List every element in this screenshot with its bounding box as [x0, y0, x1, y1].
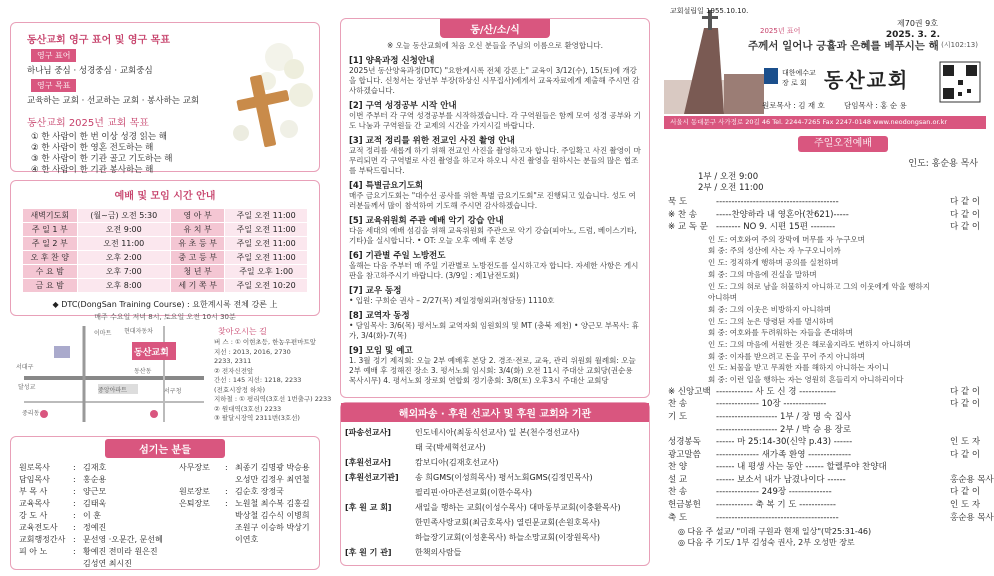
staff-cell: 원로장로 [179, 486, 210, 496]
staff-cell: : [73, 474, 76, 484]
news-text: 올해는 다음 주부터 매 주일 기관별로 노방전도를 실시하고자 합니다. 자세한 사항은 게시판을 참고하주시기 바랍니다. (3/9일 : 제1남전도회) [349, 261, 639, 280]
service-title: 주일오전예배 [798, 136, 888, 152]
panel-left [4, 4, 332, 572]
worship-cell: 수 요 밤 [23, 265, 78, 279]
goal-item: ① 한 사람이 한 번 이상 성경 읽는 해 [31, 132, 167, 142]
news-heading: [8] 교역자 동정 [349, 311, 410, 321]
news-text: 2025년 동산양육과정(DTC) "요한계시록 전체 강론上" 교육이 3/12(수), 15(토)에 개강을 합니다. 신청서는 장년부 부장(하상신 시무집사)에게서 교육자료에게 제출해 주시면 감사하겠습니다. [349, 66, 640, 95]
church-photo [664, 10, 764, 114]
staff-row [19, 497, 312, 509]
staff-cell: 김태욱 [83, 498, 107, 508]
staff-cell: : [73, 486, 76, 496]
order-label: 묵 도 [668, 197, 688, 207]
denomination-1: 대한예수교 [782, 69, 816, 77]
order-row [664, 474, 994, 487]
news-heading: [4] 특별금요기도회 [349, 181, 424, 191]
news-items [349, 54, 641, 386]
map-church-label: 동산교회 [134, 348, 169, 358]
order-label: 찬 양 [668, 462, 688, 473]
direction-line: ② 전자신전앞 [214, 366, 254, 375]
direction-line: 간선 : 145 지선: 1218, 2233 [214, 376, 302, 384]
order-detail: -------------- 10장 -------------- [716, 399, 827, 410]
staff-cell: 사무장로 [179, 462, 210, 472]
mission-value: 한민족사랑교회(최금호목사) 열린문교회(손원호목사) [415, 518, 601, 527]
goal-item: ③ 한 사람이 한 기관 골고 기도하는 해 [31, 154, 173, 164]
goal-item: ④ 한 사람이 한 기관 봉사하는 해 [31, 165, 154, 175]
order-detail: ---------------------------------------- [716, 512, 839, 523]
news-title: 동/산/소/식 [440, 19, 550, 38]
staff-cell: : [73, 498, 76, 508]
order-detail: ------ 보소서 내가 남겼나이다 ------ [716, 474, 846, 485]
news-text: • 입원: 구희순 권사 – 2/27(목) 제일정형외과(청담동) 1110호 [349, 296, 555, 305]
news-heading: [1] 양육과정 신청안내 [349, 56, 435, 66]
mission-value: 인도네시아(최동식선교사) 일 본(천수경선교사) [415, 428, 580, 437]
order-detail: -------- NO 9. 시편 15편 -------- [716, 222, 836, 233]
staff-cell [225, 509, 235, 521]
mission-value: 새일을 행하는 교회(이성수목사) 대마동부교회(이충환목사) [415, 503, 621, 512]
direction-line: 지하철 : ① 평리역(3호선 1번출구) 2233 [214, 395, 332, 403]
worship-cell: 주일 오후 1:00 [225, 265, 308, 279]
order-label: 광고말씀 [668, 449, 701, 460]
order-row [664, 461, 986, 474]
staff-cell: 오성만 김정우 최연철 [235, 474, 310, 484]
order-label: 찬 송 [668, 399, 688, 410]
map-label: 중리동 [22, 410, 40, 417]
order-row [664, 386, 986, 399]
mission-row [341, 425, 625, 440]
motto-text: 하나님 중심 · 성경중심 · 교회중심 [27, 66, 153, 76]
staff-cell [225, 533, 235, 545]
issue-number: 제70권 9호 [897, 19, 938, 28]
mission-value: 필리핀·아마존선교회(이한수목사) [415, 488, 532, 497]
mission-value: 송 희GMS(이성희목사) 평서노회GMS(김정민목사) [415, 473, 593, 482]
service-times [698, 172, 764, 194]
order-leader: 다 같 이 [950, 487, 981, 498]
order-row [664, 486, 986, 499]
order-detail: -------------- 249장 -------------- [716, 487, 832, 498]
elder-pastor: 원로목사 : 김 재 호 [762, 101, 825, 110]
map-section [14, 322, 332, 428]
order-detail: ------------ 축 복 기 도 ------------ [716, 500, 836, 511]
direction-line: ② 원대역(3호선) 2233 [214, 404, 282, 413]
order-row [664, 512, 994, 525]
worship-table [22, 208, 308, 293]
staff-cell: 김재호 [83, 462, 107, 472]
direction-line: 버 스 : ① 이현초등, 한농우편마트앞 [214, 338, 317, 346]
qr-code [940, 62, 980, 102]
worship-cell: 중 고 등 부 [170, 251, 224, 265]
year-motto-tag: 2025년 표어 [760, 27, 801, 35]
staff-cell: 최종기 김명광 박승용 [235, 462, 310, 472]
order-label: ※ 찬 송 [668, 209, 697, 220]
order-leader: 다 같 이 [950, 399, 981, 410]
worship-row [23, 223, 308, 237]
order-leader [950, 411, 986, 424]
news-heading: [3] 교적 정리를 위한 전교인 사진 촬영 안내 [349, 136, 515, 146]
mission-row [341, 485, 625, 500]
staff-cell [179, 521, 225, 533]
responsive-line: 회 중: 그의 마음에 진실을 말하며 [708, 269, 817, 279]
worship-row [23, 251, 308, 265]
order-row [664, 398, 986, 411]
goal2025-title: 동산교회 2025년 교회 목표 [27, 118, 149, 129]
mission-row [341, 500, 625, 515]
direction-line: (전효시장정 하차) [214, 385, 266, 394]
worship-cell: 주일 오전 11:00 [225, 251, 308, 265]
mission-label: [후 원 교 회] [345, 503, 392, 512]
responsive-line: 아니하며 [708, 293, 737, 303]
news-heading: [5] 교육위원회 주관 예배 악기 강습 안내 [349, 216, 504, 226]
worship-cell: (월~금) 오전 5:30 [77, 209, 170, 223]
denomination-2: 장 로 회 [782, 79, 807, 87]
staff-cell: 정예진 [83, 522, 107, 532]
order-of-service [664, 196, 994, 548]
mission-row [341, 515, 625, 530]
worship-cell: 금 요 밤 [23, 279, 78, 293]
staff-cell: 이연호 [235, 534, 259, 544]
news-box [340, 18, 650, 398]
order-leader [950, 461, 986, 474]
staff-cell [225, 557, 235, 569]
order-row [664, 221, 986, 234]
order-detail: ---------------------------------------- [716, 197, 839, 207]
order-detail: -------------- 새가족 환영 -------------- [716, 449, 852, 460]
order-row [664, 436, 986, 449]
mission-value: 태 국(박세혁선교사) [415, 443, 486, 452]
news-heading: [7] 교우 동정 [349, 286, 402, 296]
direction-line: 지선 : 2013, 2016, 2730 [214, 347, 291, 356]
order-leader: 홍순용 목사 [950, 512, 994, 523]
mission-label: [후원선교기관] [345, 473, 399, 482]
staff-cell: 이 훈 [83, 510, 101, 520]
worship-cell: 오후 2:00 [77, 251, 170, 265]
staff-cell: 강 도 사 [19, 510, 48, 520]
news-heading: [6] 기관별 주일 노방전도 [349, 251, 446, 261]
founded-date: 교회설립일 1955.10.10. [670, 7, 749, 15]
worship-row [23, 279, 308, 293]
dtc-line: ◆ DTC(DongSan Training Course) : 요한계시록 전체 강론 上 [52, 300, 278, 309]
map-label: 동산동 [134, 368, 152, 375]
order-label: 성경봉독 [668, 437, 701, 448]
responsive-line: 회 중: 이런 일을 행하는 자는 영원히 흔들리지 아니하리이다 [708, 375, 904, 385]
mission-label: [파송선교사] [345, 428, 391, 437]
order-detail: ------ 내 평생 사는 동안 ------ 할렐루야 찬양대 [716, 462, 887, 473]
worship-cell: 주일 오전 11:00 [225, 209, 308, 223]
service-time: 1부 / 오전 9:00 [698, 172, 759, 182]
responsive-line: 인 도: 정직하게 행하며 공의를 실천하며 [708, 258, 839, 268]
mission-label [341, 530, 411, 545]
worship-box [10, 180, 320, 321]
order-leader: 다 같 이 [950, 386, 981, 397]
order-row [664, 449, 986, 462]
responsive-line: 인 도: 그의 마음에 서원한 것은 해로울지라도 변하지 아니하며 [708, 339, 911, 349]
order-leader: 다 같 이 [950, 222, 981, 233]
goal-text: 교육하는 교회 · 선교하는 교회 · 봉사하는 교회 [27, 96, 200, 106]
worship-cell: 오후 7:00 [77, 265, 170, 279]
responsive-line: 회 중: 주의 성산에 사는 자 누구오니이까 [708, 246, 841, 256]
direction-line: 2233, 2311 [214, 357, 252, 365]
directions-title: 찾아오시는 길 [218, 327, 267, 336]
news-text: 1. 3월 정기 제직회: 오늘 2부 예배후 본당 2. 경조·전로, 교육, 관리 위원회 월례회: 오늘 2부 예배 후 정해진 장소 3. 평서노회 임시회: 3/4(화) 오전 11시 주대산 교회당(권순용 목사시무) 4. 평서노회 장로회 연합회 정기총회: 3/8(토) 오후3시 주대산 교회당 [349, 356, 636, 385]
mission-row [341, 470, 625, 485]
order-row [664, 209, 986, 222]
order-label: ※ 신앙고백 [668, 386, 711, 397]
news-text: 매주 금요기도회는 "대수선 공사를 위한 특별 금요기도회"로 진행되고 있습니다. 성도 여러분들께서 많이 참석하여 기도해 주시면 감사하겠습니다. [349, 191, 636, 210]
staff-cell [19, 557, 73, 569]
next-prayer: ◎ 다음 주 기도/ 1부 김성숙 권사, 2부 오성만 장로 [678, 538, 855, 548]
mission-value: 하늘장기교회(이성훈목사) 하늘소망교회(이장원목사) [415, 533, 601, 542]
order-leader: 다 같 이 [950, 449, 981, 460]
worship-cell: 주 일 1 부 [23, 223, 78, 237]
staff-cell [179, 533, 225, 545]
staff-cell: : [73, 546, 76, 556]
staff-cell: : [73, 510, 76, 520]
responsive-line: 회 중: 이자를 받으려고 돈을 꾸어 주지 아니하며 [708, 351, 865, 361]
staff-cell: : [73, 534, 76, 544]
staff-cell [225, 545, 235, 557]
dtc-sub: 매주 수요일 저녁 8시, 토요일 오전 10시 30분 [94, 313, 236, 321]
goal-tag: 영구 목표 [31, 79, 76, 92]
staff-cell: : [225, 498, 228, 508]
panel-middle [334, 4, 654, 572]
order-label: ※ 교 독 문 [668, 222, 708, 233]
bulletin-date: 2025. 3. 2. [885, 30, 940, 40]
order-leader: 다 같 이 [950, 209, 981, 220]
staff-cell: 홍순용 [83, 474, 107, 484]
staff-table [19, 461, 312, 569]
worship-cell: 주일 오전 10:20 [225, 279, 308, 293]
staff-row [19, 473, 312, 485]
order-leader: 다 같 이 [950, 197, 981, 207]
directions-list [214, 338, 331, 424]
order-row [664, 424, 986, 437]
order-detail: -----찬양하라 내 영혼아(찬621)----- [716, 209, 849, 220]
mission-row [341, 440, 625, 455]
staff-cell [179, 545, 225, 557]
map-label: 이마트 [94, 330, 112, 337]
staff-cell: 피 아 노 [19, 546, 48, 556]
staff-cell: : [225, 462, 228, 472]
news-text: 교적 정리를 새롭게 하기 위해 전교인 사진을 촬영하고자 합니다. 주일확고 사진 촬영이 마무리되면 각 구역별로 사진 촬영을 하고자 하오니 사진 촬영을 원하시는 분들의 많은 협조를 부탁드립니다. [349, 146, 641, 175]
mission-box [340, 402, 650, 566]
mission-title: 해외파송 · 후원 선교사 및 후원 교회와 기관 [341, 403, 649, 422]
address-bar: 서울시 동대문구 사가정로 20길 46 Tel. 2244-7265 Fax 2247-0148 www.neodongsan.or.kr [664, 116, 986, 129]
worship-cell: 유 치 부 [170, 223, 224, 237]
news-intro: ※ 오늘 동산교회에 처음 오신 분들을 주님의 이름으로 환영합니다. [386, 41, 604, 50]
news-text: • 담임목사: 3/6(목) 평서노회 교역자회 임원회의 및 MT (충북 제천) • 양근모 부목사: 휴가, 3/4(화)-7(목) [349, 321, 639, 340]
responsive-line: 인 도: 뇌물을 받고 무죄한 자를 해하지 아니하는 자이니 [708, 363, 889, 373]
staff-cell: 양근모 [83, 486, 107, 496]
year-motto: 주께서 일어나 긍휼과 은혜를 베푸시는 해 [748, 40, 939, 52]
order-detail: ------ 마 25:14-30(신약 p.43) ------ [716, 437, 853, 448]
order-label: 설 교 [668, 474, 688, 485]
order-row [664, 411, 986, 424]
mission-label: [후 원 기 관] [345, 548, 392, 557]
worship-cell: 청 년 부 [170, 265, 224, 279]
worship-row [23, 237, 308, 251]
staff-cell [225, 521, 235, 533]
map-label: 달성교 [18, 384, 36, 391]
staff-cell [179, 557, 225, 569]
mission-row [341, 455, 625, 470]
staff-row [19, 461, 312, 473]
order-label: 기 도 [668, 411, 688, 422]
worship-cell: 오후 8:00 [77, 279, 170, 293]
senior-pastor: 담임목사 : 홍 순 용 [844, 101, 907, 110]
mission-row [341, 530, 625, 545]
order-row [664, 499, 986, 512]
church-name: 동산교회 [824, 68, 910, 92]
order-label: 헌금봉헌 [668, 500, 701, 511]
order-leader: 인 도 자 [950, 500, 981, 511]
panel-right [664, 4, 994, 572]
worship-row [23, 209, 308, 223]
staff-cell: : [73, 522, 76, 532]
header-area [664, 4, 986, 116]
staff-cell: 교육전도사 [19, 522, 58, 532]
staff-cell [225, 473, 235, 485]
worship-cell: 영 아 부 [170, 209, 224, 223]
staff-cell: 노원철 최수복 김홍길 [235, 498, 310, 508]
responsive-line: 회 중: 여호와를 두려워하는 자들을 존대하며 [708, 328, 853, 338]
staff-cell: 원로목사 [19, 462, 50, 472]
worship-cell: 주 일 2 부 [23, 237, 78, 251]
staff-box [10, 436, 320, 570]
map-label: 현대자동차 [124, 328, 153, 335]
staff-row [19, 521, 312, 533]
staff-row [19, 485, 312, 497]
responsive-line: 인 도: 여호와여 주의 장막에 머무를 자 누구오며 [708, 234, 865, 244]
goal-item: ② 한 사람이 한 영혼 전도하는 해 [31, 143, 154, 153]
motto-tag: 영구 표어 [31, 49, 76, 62]
map-label: 서대구 [16, 364, 34, 371]
church-logo-icon [764, 68, 778, 84]
staff-cell: 김성연 최시진 [83, 558, 132, 568]
service-time: 2부 / 오전 11:00 [698, 183, 764, 193]
order-detail: -------------------- 2부 / 박 승 용 장로 [716, 424, 852, 435]
worship-cell: 세 기 쪽 부 [170, 279, 224, 293]
staff-row [19, 509, 312, 521]
direction-line: ③ 팔달시장역 2311번(3호선) [214, 414, 300, 422]
responsive-line: 인 도: 그의 혀로 남을 허물하지 아니하고 그의 이웃에게 악을 행하지 [708, 281, 930, 291]
order-leader: 홍순용 목사 [950, 474, 994, 485]
order-detail: -------------------- 1부 / 장 명 숙 집사 [716, 411, 852, 422]
worship-title: 예배 및 모임 시간 안내 [114, 191, 216, 202]
staff-cell: 담임목사 [19, 474, 50, 484]
news-heading: [2] 구역 성경공부 시작 안내 [349, 101, 457, 111]
staff-cell: 조원구 이승하 박상기 [235, 522, 310, 532]
staff-cell [235, 545, 312, 557]
order-leader [950, 424, 986, 437]
staff-cell [235, 557, 312, 569]
worship-cell: 오 후 찬 양 [23, 251, 78, 265]
cross-flowers-image [219, 29, 315, 159]
staff-cell: 부 목 사 [19, 486, 48, 496]
worship-cell: 오전 9:00 [77, 223, 170, 237]
mission-label: [후원선교사] [345, 458, 391, 467]
news-text: 다음 세대의 예배 섬김을 위해 교육위원회 주관으로 악기 강습(피아노, 드럼, 베이스기타, 기타)을 실시합니다. • OT: 오늘 오후 예배 후 본당 [349, 226, 637, 245]
order-label: 찬 송 [668, 487, 688, 498]
responsive-line: 인 도: 그의 눈은 망령된 자를 멸시하며 [708, 316, 834, 326]
mission-label [341, 515, 411, 530]
mission-table [341, 425, 625, 560]
staff-cell: 문선영 ·오문간, 문선혜 [83, 534, 163, 544]
staff-title: 섬기는 분들 [105, 439, 225, 458]
map-image [14, 322, 210, 426]
news-text: 이번 주부터 각 구역 성경공부를 시작하겠습니다. 각 구역원들은 함께 모여 성경 공부와 기도 나눔과 구역원들 간 교제의 시간을 가지시길 바랍니다. [349, 111, 641, 130]
staff-cell [179, 509, 225, 521]
staff-cell: 황예진 전미라 원은진 [83, 546, 158, 556]
worship-cell: 주일 오전 11:00 [225, 223, 308, 237]
staff-cell: 교회행정간사 [19, 534, 66, 544]
staff-row [19, 545, 312, 557]
order-leader: 인 도 자 [950, 437, 981, 448]
order-label [664, 424, 716, 437]
worship-cell: 새벽기도회 [23, 209, 78, 223]
worship-cell: 유 초 등 부 [170, 237, 224, 251]
map-label: 서구청 [164, 388, 182, 395]
news-heading: [9] 모임 및 예고 [349, 346, 413, 356]
mission-value: 한책의사람들 [415, 548, 462, 557]
worship-cell: 주일 오전 11:00 [225, 237, 308, 251]
staff-cell [179, 473, 225, 485]
next-sermon: ◎ 다음 주 설교/ "미래 구원과 현재 일상"(막25:31-46) [678, 527, 872, 537]
mission-label [341, 440, 411, 455]
mission-value: 캄보디아(김재호선교사) [415, 458, 499, 467]
preacher: 인도: 홍순용 목사 [908, 159, 978, 169]
staff-row [19, 557, 312, 569]
order-label: 축 도 [668, 512, 688, 523]
worship-row [23, 265, 308, 279]
staff-cell: 은퇴장로 [179, 498, 210, 508]
map-label: 중앙아파트 [98, 387, 127, 394]
staff-cell: : [225, 486, 228, 496]
motto-verse: (시102:13) [941, 41, 978, 49]
staff-cell: : [73, 462, 76, 472]
worship-cell: 오전 11:00 [77, 237, 170, 251]
staff-cell: 박상철 김수식 이병희 [235, 510, 310, 520]
staff-cell [73, 557, 83, 569]
staff-cell: 교육목사 [19, 498, 50, 508]
order-detail: ------------ 사 도 신 경 ------------ [716, 386, 836, 397]
responsive-line: 회 중: 그의 이웃은 비방하지 아니하며 [708, 304, 832, 314]
staff-cell: 김순호 장정국 [235, 486, 284, 496]
staff-row [19, 533, 312, 545]
mission-row [341, 545, 625, 560]
goals-box [10, 22, 320, 175]
order-row [664, 196, 986, 209]
mission-label [341, 485, 411, 500]
goal-title: 동산교회 영구 표어 및 영구 목표 [27, 35, 170, 46]
